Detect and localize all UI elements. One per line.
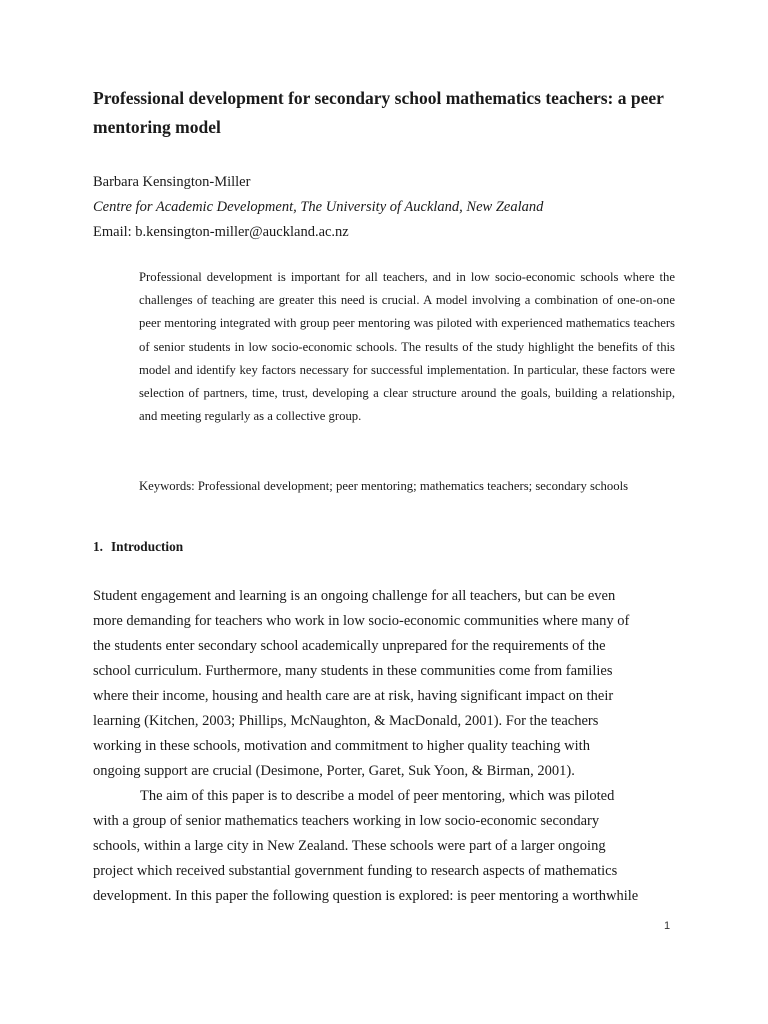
abstract: Professional development is important for all teachers, and in low socio-economic schools where the challenges of teaching are greater this need is crucial. A model involving a combination of one-on-one peer mentoring integrated with group peer mentoring was piloted with experienced mathematics teachers of senior students in low socio-economic schools. The results of the study highlight the benefits of this model and identify key factors necessary for successful implementation. In particular, these factors were selection of partners, time, trust, developing a clear structure around the goals, building a relationship, and meeting regularly as a collective group.: [139, 270, 675, 424]
author-affiliation: Centre for Academic Development, The University of Auckland, New Zealand: [93, 199, 544, 215]
body-line: with a group of senior mathematics teachers working in low socio-economic secondary: [93, 813, 600, 829]
body-line: learning (Kitchen, 2003; Phillips, McNaughton, & MacDonald, 2001). For the teachers: [93, 713, 599, 729]
section-number: 1.: [93, 539, 103, 554]
body-line: the students enter secondary school academically unprepared for the requirements of the: [93, 638, 606, 654]
body-line: more demanding for teachers who work in low socio-economic communities where many of: [93, 613, 630, 629]
body-line: working in these schools, motivation and commitment to higher quality teaching with: [93, 738, 590, 754]
body-line: project which received substantial government funding to research aspects of mathematics: [93, 863, 618, 879]
body-line: schools, within a large city in New Zealand. These schools were part of a larger ongoing: [93, 838, 606, 854]
author-email: Email: b.kensington-miller@auckland.ac.nz: [93, 224, 349, 240]
body-line: school curriculum. Furthermore, many students in these communities come from families: [93, 663, 613, 679]
body-line: ongoing support are crucial (Desimone, Porter, Garet, Suk Yoon, & Birman, 2001).: [93, 763, 575, 779]
paper-title: Professional development for secondary school mathematics teachers: a peer mentoring model: [93, 88, 664, 137]
page-number: 1: [664, 920, 671, 932]
body-line: The aim of this paper is to describe a model of peer mentoring, which was piloted: [140, 788, 615, 804]
section-heading: [93, 537, 183, 557]
author-name: Barbara Kensington-Miller: [93, 174, 251, 190]
body-text: [93, 584, 683, 909]
body-line: where their income, housing and health care are at risk, having significant impact on their: [93, 688, 614, 704]
section-title: Introduction: [111, 539, 184, 554]
body-line: development. In this paper the following question is explored: is peer mentoring a worthwhile: [93, 888, 639, 904]
author-block: [93, 170, 693, 245]
body-line: Student engagement and learning is an ongoing challenge for all teachers, but can be even: [93, 588, 616, 604]
keywords: Keywords: Professional development; peer mentoring; mathematics teachers; secondary schools: [139, 479, 629, 493]
